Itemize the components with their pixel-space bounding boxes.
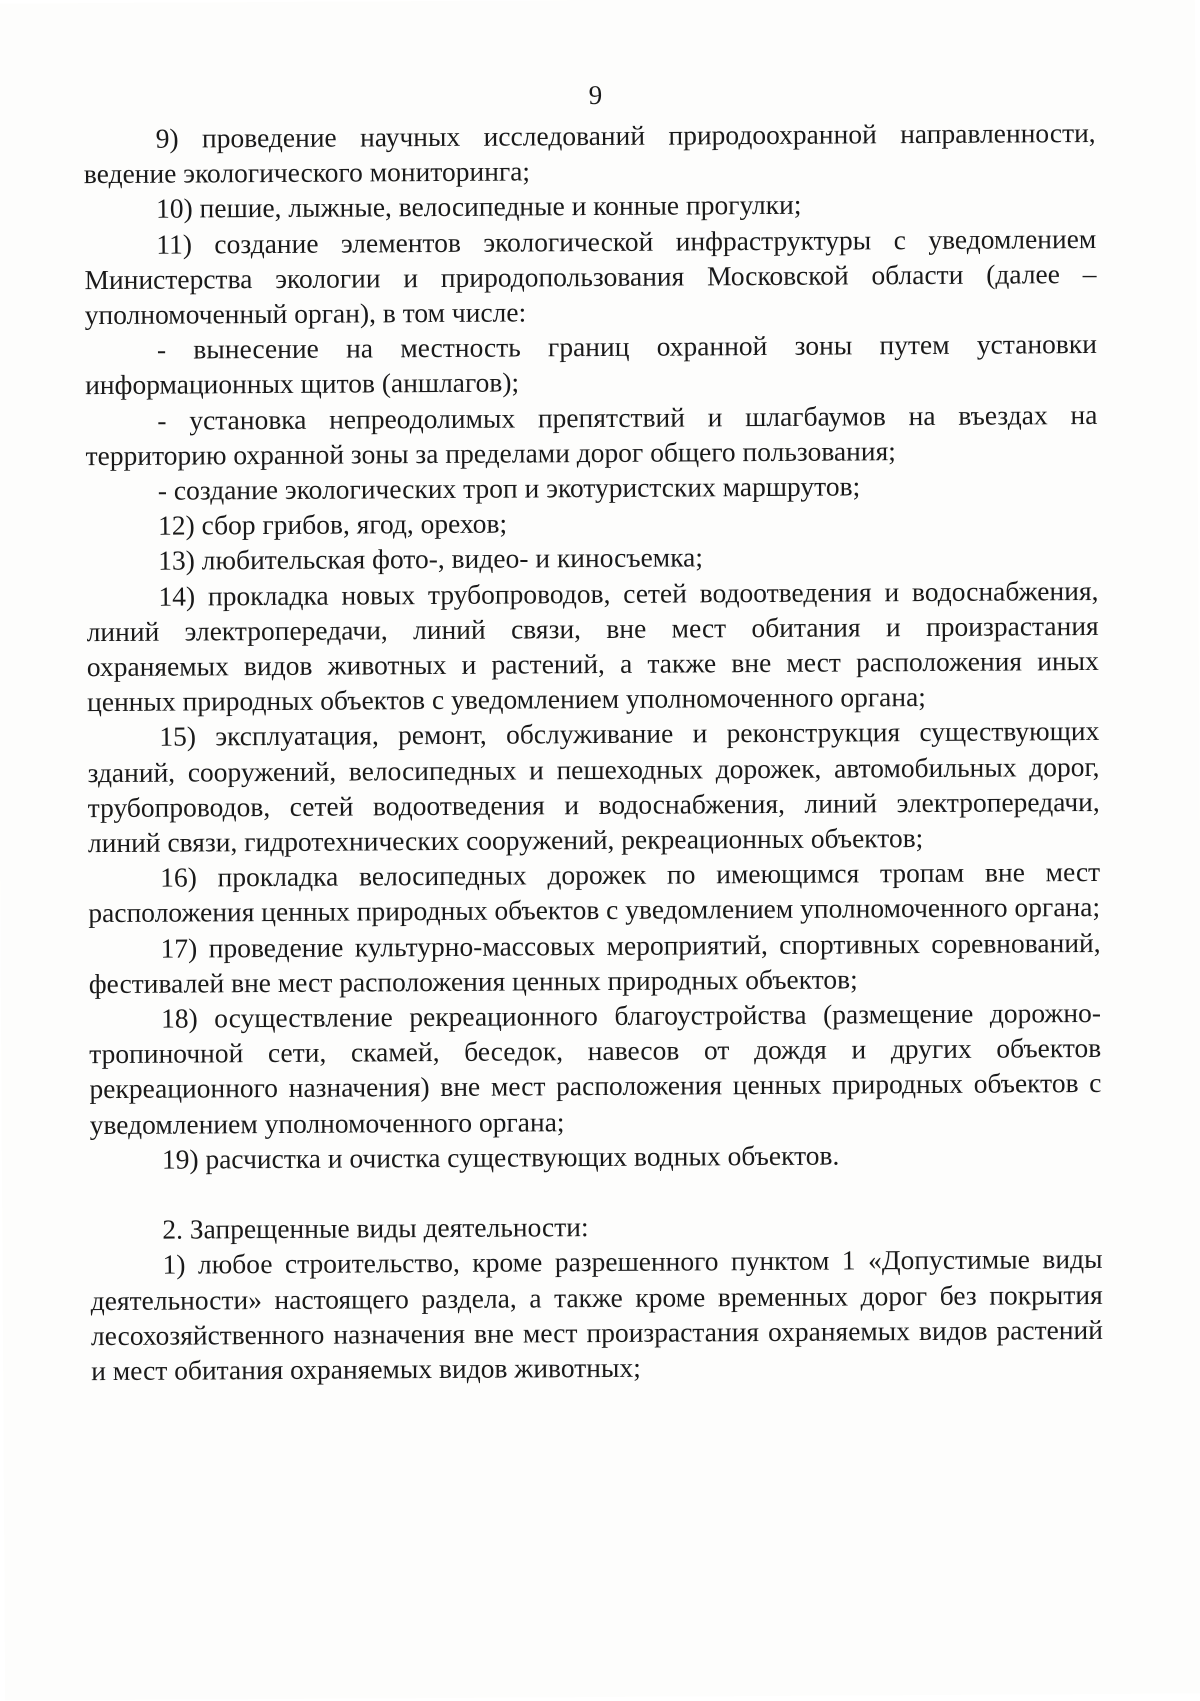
paragraph-item-9: 9) проведение научных исследований природоохранной направленности, ведение экологического мониторинга; (83, 116, 1096, 190)
paragraph-item-11: 11) создание элементов экологической инфраструктуры с уведомлением Министерства экологии и природопользования Московской области (далее – уполномоченный орган), в том числе: (84, 222, 1097, 331)
paragraph-subitem-signs: - вынесение на местность границ охранной зоны путем установки информационных щитов (аншлагов); (85, 328, 1098, 401)
paragraph-item-13: 13) любительская фото-, видео- и киносъемка; (158, 541, 704, 577)
paragraph-item-18: 18) осуществление рекреационного благоустройства (размещение дорожно-тропиночной сети, скамей, беседок, навесов от дождя и других объектов рекреационного назначения) вне мест расположения ценных природных объектов с уведомлением уполномоченного органа; (89, 997, 1102, 1140)
paragraph-item-17: 17) проведение культурно-массовых мероприятий, спортивных соревнований, фестивалей вне мест расположения ценных природных объектов; (88, 926, 1101, 999)
paragraph-item-19: 19) расчистка и очистка существующих водных объектов. (161, 1139, 840, 1175)
paragraph-item-14: 14) прокладка новых трубопроводов, сетей водоотведения и водоснабжения, линий электропередачи, линий связи, вне мест обитания и произрастания охраняемых видов животных и растений, а также вне мест расположения иных ценных природных объектов с уведомлением уполномоченного органа; (86, 574, 1099, 718)
paragraph-prohibited-item-1: 1) любое строительство, кроме разрешенного пунктом 1 «Допустимые виды деятельности» настоящего раздела, а также кроме временных дорог без покрытия лесохозяйственного назначения вне мест произрастания охраняемых видов растений и мест обитания охраняемых видов животных; (90, 1243, 1104, 1387)
paragraph-subitem-barriers: - установка непреодолимых препятствий и шлагбаумов на въездах на территорию охранной зоны за пределами дорог общего пользования; (85, 398, 1098, 471)
paragraph-item-15: 15) эксплуатация, ремонт, обслуживание и реконструкция существующих зданий, сооружений, велосипедных и пешеходных дорожек, автомобильных дорог, трубопроводов, сетей водоотведения и водоснабжения, линий электропередачи, линий связи, гидротехнических сооружений, рекреационных объектов; (87, 715, 1100, 859)
paragraph-item-12: 12) сбор грибов, ягод, орехов; (157, 507, 508, 541)
section-heading-prohibited: 2. Запрещенные виды деятельности: (162, 1211, 589, 1245)
paragraph-item-10: 10) пешие, лыжные, велосипедные и конные прогулки; (155, 189, 802, 225)
paragraph-subitem-trails: - создание экологических троп и экотуристских маршрутов; (157, 470, 861, 506)
document-body (84, 115, 1104, 1388)
paragraph-item-16: 16) прокладка велосипедных дорожек по имеющимся тропам вне мест расположения ценных природных объектов с уведомлением уполномоченного органа; (88, 856, 1101, 929)
page-number: 9 (588, 79, 603, 111)
